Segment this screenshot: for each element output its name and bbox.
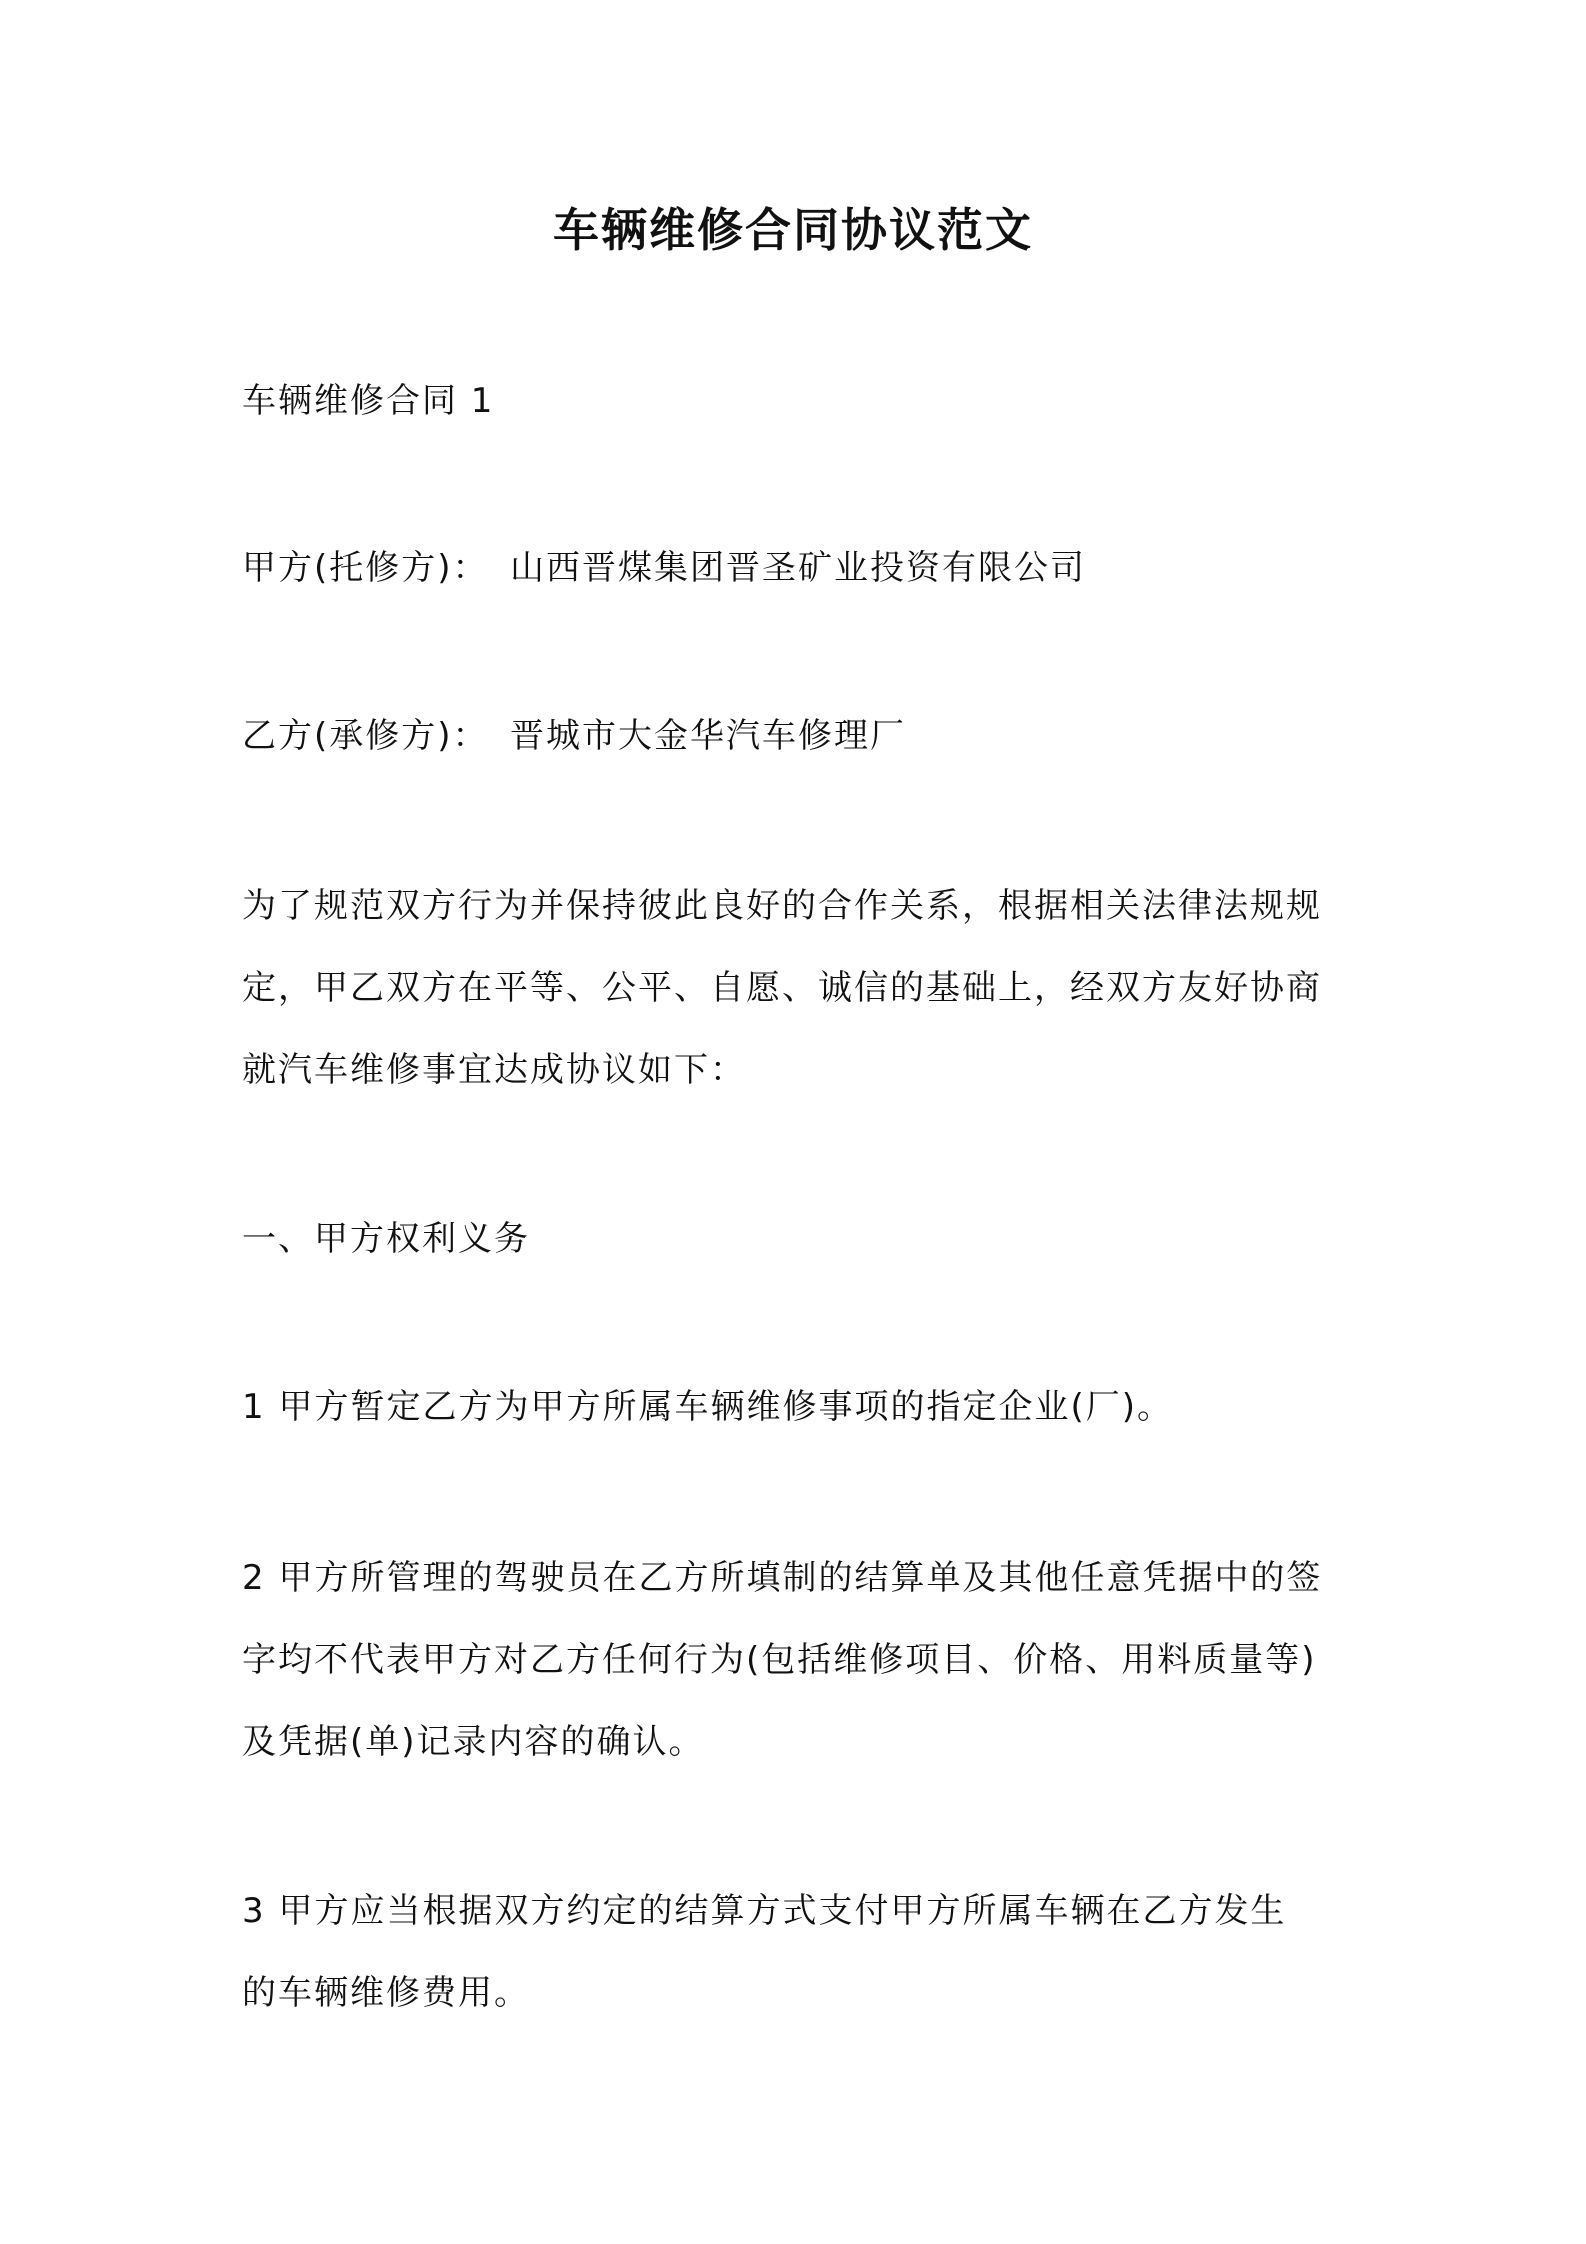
section-heading: 一、甲方权利义务 — [242, 1219, 530, 1259]
party-a-label: 甲方(托修方)： — [242, 548, 489, 588]
document-title: 车辆维修合同协议范文 — [553, 203, 1033, 257]
clause-2 — [242, 1537, 1362, 1783]
clause-line: 1 甲方暂定乙方为甲方所属车辆维修事项的指定企业(厂)。 — [242, 1387, 1173, 1427]
party-a-row — [242, 527, 1362, 609]
clause-1 — [242, 1366, 1362, 1448]
intro-paragraph — [242, 865, 1362, 1111]
clause-line: 3 甲方应当根据双方约定的结算方式支付甲方所属车辆在乙方发生 — [242, 1891, 1287, 1931]
clause-line: 的车辆维修费用。 — [242, 1973, 530, 2013]
party-a-name: 山西晋煤集团晋圣矿业投资有限公司 — [510, 548, 1086, 588]
clause-line: 字均不代表甲方对乙方任何行为(包括维修项目、价格、用料质量等) — [242, 1640, 1317, 1680]
contract-subtitle: 车辆维修合同 1 — [242, 381, 495, 421]
party-b-name: 晋城市大金华汽车修理厂 — [510, 716, 906, 756]
party-b-label: 乙方(承修方)： — [242, 716, 489, 756]
clause-line: 2 甲方所管理的驾驶员在乙方所填制的结算单及其他任意凭据中的签 — [242, 1558, 1323, 1598]
clause-3 — [242, 1870, 1362, 2034]
intro-line: 定，甲乙双方在平等、公平、自愿、诚信的基础上，经双方友好协商 — [242, 968, 1322, 1008]
clause-line: 及凭据(单)记录内容的确认。 — [242, 1722, 705, 1762]
party-b-row — [242, 695, 1362, 777]
intro-line: 为了规范双方行为并保持彼此良好的合作关系，根据相关法律法规规 — [242, 886, 1322, 926]
intro-line: 就汽车维修事宜达成协议如下： — [242, 1050, 746, 1090]
